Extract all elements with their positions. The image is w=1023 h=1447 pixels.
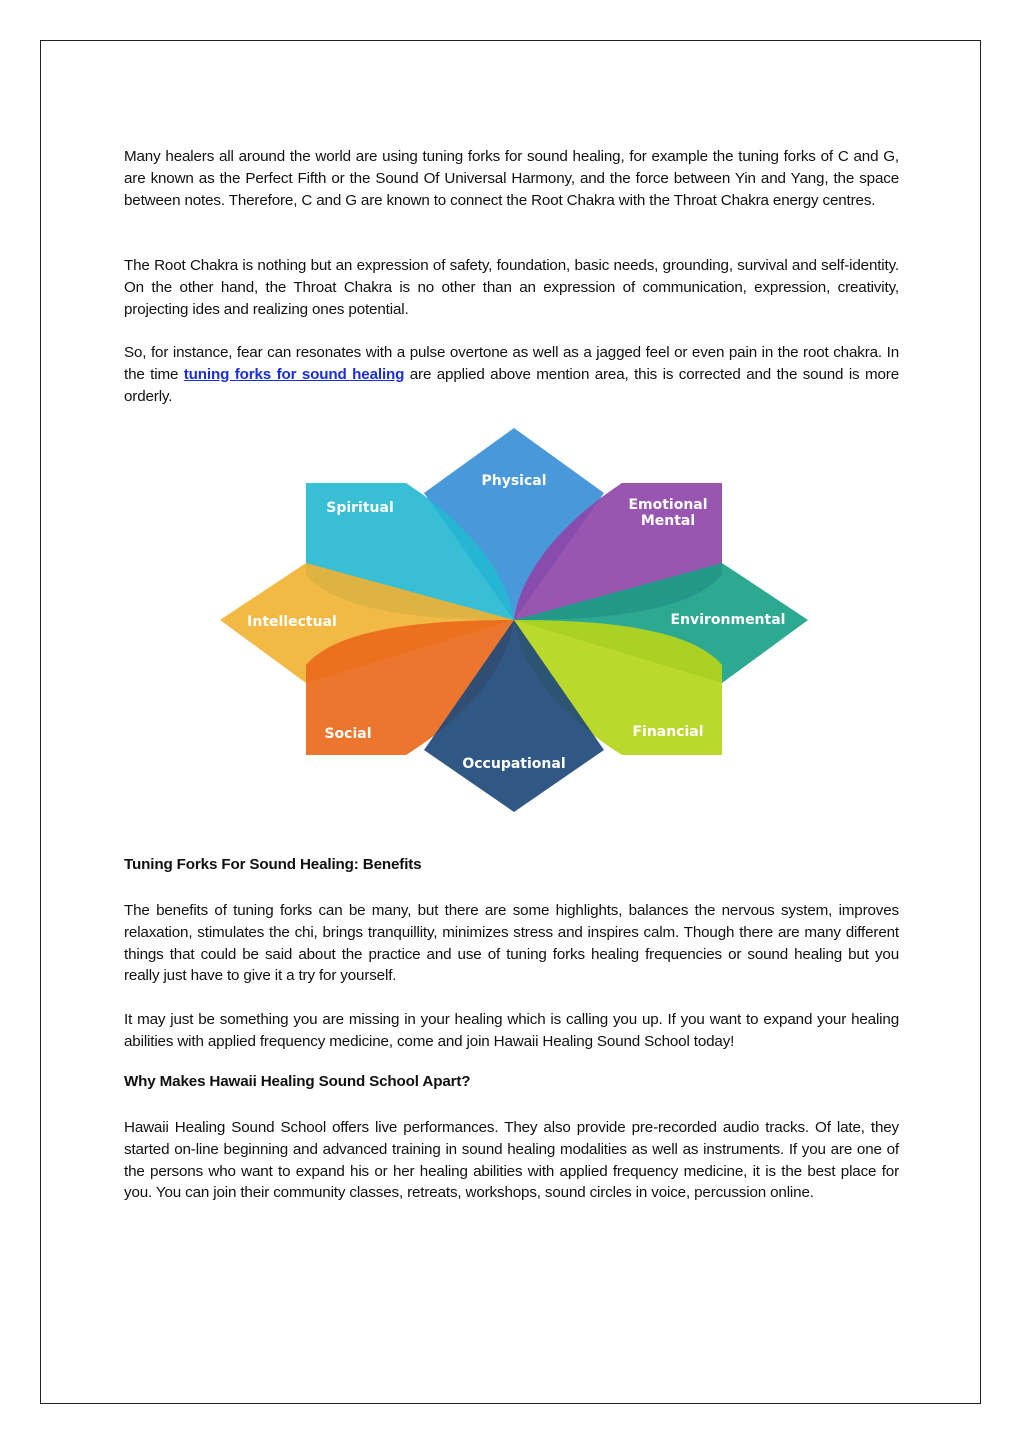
heading-benefits: Tuning Forks For Sound Healing: Benefits [124,856,422,873]
label-intellectual: Intellectual [247,614,337,630]
wellness-flower-diagram [220,425,810,815]
label-emotional-line2: Mental [640,513,696,529]
label-physical: Physical [481,473,547,489]
tuning-forks-link[interactable]: tuning forks for sound healing [183,365,405,383]
label-occupational: Occupational [462,756,566,772]
paragraph-root-chakra: The Root Chakra is nothing but an expression of safety, foundation, basic needs, grounding, survival and self-identity. On the other hand, the Throat Chakra is no other than an expression of communication, expression, creativity, projecting ides and realizing ones potential. [124,257,899,318]
paragraph-fear [124,342,899,407]
label-emotional-line1: Emotional [628,497,708,513]
label-environmental: Environmental [670,612,786,628]
paragraph-fear-text-end: are applied above mention area, this is corrected and the sound is more orderly. [124,365,899,405]
paragraph-benefits: The benefits of tuning forks can be many, but there are some highlights, balances the nervous system, improves relaxation, stimulates the chi, brings tranquillity, minimizes stress and inspires calm. Though there are many different things that could be said about the practice and use of tuning forks healing frequencies or sound healing but you really just have to give it a try for yourself. [124,902,899,985]
paragraph-intro: Many healers all around the world are using tuning forks for sound healing, for example the tuning forks of C and G, are known as the Perfect Fifth or the Sound Of Universal Harmony, and the force between Yin and Yang, the space between notes. Therefore, C and G are known to connect the Root Chakra with the Throat Chakra energy centres. [124,148,899,209]
label-social: Social [324,726,372,742]
paragraph-fear-text-start: So, for instance, fear can resonates with a pulse overtone as well as a jagged feel or even pain in the root chakra. In the time [124,344,899,383]
paragraph-join: It may just be something you are missing in your healing which is calling you up. If you want to expand your healing abilities with applied frequency medicine, come and join Hawaii Healing Sound School today! [124,1011,899,1050]
label-financial: Financial [632,724,704,740]
wellness-flower-svg [220,425,810,815]
heading-school-apart: Why Makes Hawaii Healing Sound School Apart? [124,1073,471,1090]
label-spiritual: Spiritual [326,500,394,516]
paragraph-school: Hawaii Healing Sound School offers live performances. They also provide pre-recorded audio tracks. Of late, they started on-line beginning and advanced training in sound healing modalities as well as instruments. If you are one of the persons who want to expand his or her healing abilities with applied frequency medicine, it is the best place for you. You can join their community classes, retreats, workshops, sound circles in voice, percussion online. [124,1119,899,1202]
